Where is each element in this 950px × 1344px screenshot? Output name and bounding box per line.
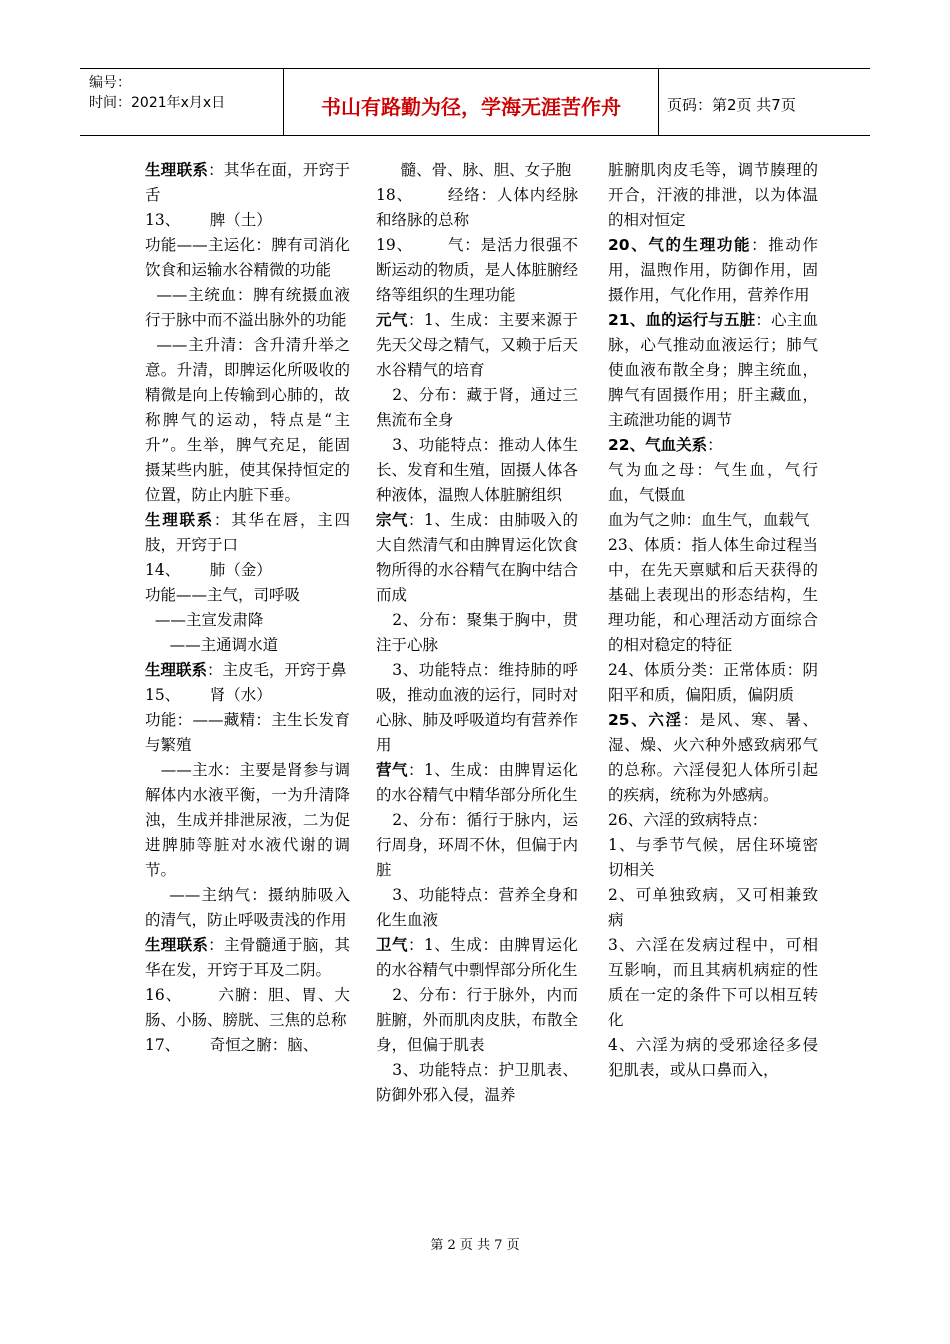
paragraph-text: 3、六淫在发病过程中，可相互影响，而且其病机病症的性质在一定的条件下可以相互转化 bbox=[608, 936, 818, 1029]
paragraph-text: 23、体质：指人体生命过程当中，在先天禀赋和后天获得的基础上表现出的形态结构，生理功能，和心理活动方面综合的相对稳定的特征 bbox=[608, 536, 818, 654]
paragraph-text: ：主皮毛，开窍于鼻 bbox=[207, 661, 347, 679]
paragraph bbox=[608, 508, 818, 533]
paragraph bbox=[376, 183, 578, 233]
paragraph bbox=[376, 308, 578, 383]
bold-term: 宗气 bbox=[376, 511, 409, 529]
paragraph bbox=[376, 608, 578, 658]
paragraph bbox=[608, 233, 818, 308]
bold-term: 21、血的运行与五脏 bbox=[608, 311, 756, 329]
paragraph bbox=[145, 933, 350, 983]
paragraph-text: 1、与季节气候，居住环境密切相关 bbox=[608, 836, 818, 879]
paragraph bbox=[145, 633, 350, 658]
paragraph-text: ：其华在面，开窍于舌 bbox=[145, 161, 350, 204]
paragraph bbox=[145, 508, 350, 558]
paragraph bbox=[145, 1033, 350, 1058]
paragraph-text: 功能：——藏精：主生长发育与繁殖 bbox=[145, 711, 350, 754]
paragraph-text: 功能——主气，司呼吸 bbox=[145, 586, 301, 604]
paragraph bbox=[145, 283, 350, 333]
paragraph bbox=[376, 508, 578, 608]
paragraph bbox=[608, 1033, 818, 1083]
paragraph bbox=[608, 533, 818, 658]
paragraph-text: ——主水：主要是肾参与调解体内水液平衡，一为升清降浊，生成并排泄尿液，二为促进脾肺等脏对水液代谢的调节。 bbox=[145, 761, 350, 879]
paragraph-text: 15、 肾（水） bbox=[145, 686, 272, 704]
paragraph bbox=[145, 883, 350, 933]
page-footer: 第 2 页 共 7 页 bbox=[430, 1238, 520, 1253]
paragraph bbox=[376, 808, 578, 883]
paragraph-text: 18、 经络：人体内经脉和络脉的总称 bbox=[376, 186, 578, 229]
paragraph bbox=[145, 608, 350, 633]
paragraph-text: 3、功能特点：营养全身和化生血液 bbox=[376, 886, 578, 929]
bold-term: 22、气血关系 bbox=[608, 436, 708, 454]
paragraph bbox=[145, 983, 350, 1033]
paragraph bbox=[376, 933, 578, 983]
paragraph-text: ：1、生成：由肺吸入的大自然清气和由脾胃运化饮食物所得的水谷精气在胸中结合而成 bbox=[376, 511, 578, 604]
paragraph bbox=[145, 683, 350, 708]
paragraph bbox=[608, 658, 818, 708]
paragraph-text: 14、 肺（金） bbox=[145, 561, 272, 579]
paragraph bbox=[608, 458, 818, 508]
paragraph-text: ：是风、寒、暑、湿、燥、火六种外感致病邪气的总称。六淫侵犯人体所引起的疾病，统称为外感病。 bbox=[608, 711, 818, 804]
paragraph bbox=[376, 233, 578, 308]
document-date: 时间：2021年x月x日 bbox=[89, 95, 226, 111]
paragraph bbox=[608, 883, 818, 933]
paragraph bbox=[608, 433, 818, 458]
paragraph bbox=[145, 658, 350, 683]
paragraph bbox=[145, 333, 350, 508]
paragraph bbox=[145, 708, 350, 758]
paragraph-text: 功能——主运化：脾有司消化饮食和运输水谷精微的功能 bbox=[145, 236, 350, 279]
paragraph-text: 2、分布：藏于肾，通过三焦流布全身 bbox=[376, 386, 578, 429]
paragraph-text: 16、 六腑：胆、胃、大肠、小肠、膀胱、三焦的总称 bbox=[145, 986, 350, 1029]
paragraph bbox=[145, 583, 350, 608]
paragraph-text: ：主骨髓通于脑，其华在发，开窍于耳及二阴。 bbox=[145, 936, 350, 979]
paragraph-text: ：1、生成：主要来源于先天父母之精气，又赖于后天水谷精气的培育 bbox=[376, 311, 578, 379]
paragraph-text: 17、 奇恒之腑：脑、 bbox=[145, 1036, 319, 1054]
paragraph bbox=[145, 158, 350, 208]
paragraph-text: ：其华在唇，主四肢，开窍于口 bbox=[145, 511, 350, 554]
paragraph-text: 3、功能特点：维持肺的呼吸，推动血液的运行，同时对心脉、肺及呼吸道均有营养作用 bbox=[376, 661, 578, 754]
paragraph-text: ：心主血脉，心气推动血液运行；肺气使血液布散全身；脾主统血，脾气有固摄作用；肝主藏血，主疏泄功能的调节 bbox=[608, 311, 818, 429]
bold-term: 25、六淫 bbox=[608, 711, 683, 729]
paragraph bbox=[376, 158, 578, 183]
paragraph-text: 13、 脾（土） bbox=[145, 211, 272, 229]
paragraph-text: 2、分布：循行于脉内，运行周身，环周不休，但偏于内脏 bbox=[376, 811, 578, 879]
text-column-3 bbox=[608, 158, 818, 1083]
paragraph-text: ——主升清：含升清升举之意。升清，即脾运化所吸收的精微是向上传输到心肺的，故称脾气的运动，特点是“主升”。生举，脾气充足，能固摄某些内脏，使其保持恒定的位置，防止内脏下垂。 bbox=[145, 336, 350, 504]
paragraph-text: 血为气之帅：血生气，血载气 bbox=[608, 511, 810, 529]
paragraph-text: 3、功能特点：护卫肌表、防御外邪入侵，温养 bbox=[376, 1061, 578, 1104]
paragraph bbox=[608, 808, 818, 833]
paragraph bbox=[608, 933, 818, 1033]
bold-term: 生理联系 bbox=[145, 511, 214, 529]
bold-term: 生理联系 bbox=[145, 936, 209, 954]
paragraph-text: 2、可单独致病，又可相兼致病 bbox=[608, 886, 818, 929]
text-column-1 bbox=[145, 158, 350, 1058]
paragraph bbox=[145, 233, 350, 283]
paragraph bbox=[376, 983, 578, 1058]
paragraph bbox=[376, 1058, 578, 1108]
bold-term: 元气 bbox=[376, 311, 409, 329]
paragraph-text: ——主统血：脾有统摄血液行于脉中而不溢出脉外的功能 bbox=[145, 286, 350, 329]
paragraph-text: 4、六淫为病的受邪途径多侵犯肌表，或从口鼻而入， bbox=[608, 1036, 818, 1079]
bold-term: 生理联系 bbox=[145, 161, 209, 179]
paragraph-text: 24、体质分类：正常体质：阴阳平和质，偏阳质，偏阴质 bbox=[608, 661, 818, 704]
page-header bbox=[80, 68, 870, 136]
paragraph bbox=[376, 758, 578, 808]
paragraph-text: ——主通调水道 bbox=[145, 636, 279, 654]
paragraph bbox=[145, 558, 350, 583]
paragraph-text: 26、六淫的致病特点： bbox=[608, 811, 768, 829]
header-meta bbox=[80, 69, 284, 135]
bold-term: 营气 bbox=[376, 761, 409, 779]
header-page-info: 页码：第2页 共7页 bbox=[667, 95, 796, 114]
paragraph-text: ：1、生成：由脾胃运化的水谷精气中精华部分所化生 bbox=[376, 761, 578, 804]
paragraph-text: 脏腑肌肉皮毛等，调节腠理的开合，汗液的排泄，以为体温的相对恒定 bbox=[608, 161, 818, 229]
paragraph bbox=[145, 758, 350, 883]
paragraph-text: ：推动作用，温煦作用，防御作用，固摄作用，气化作用，营养作用 bbox=[608, 236, 818, 304]
paragraph-text: 2、分布：行于脉外，内而脏腑，外而肌肉皮肤，布散全身，但偏于肌表 bbox=[376, 986, 578, 1054]
paragraph-text: ——主纳气：摄纳肺吸入的清气，防止呼吸责浅的作用 bbox=[145, 886, 350, 929]
text-column-2 bbox=[376, 158, 578, 1108]
bold-term: 20、气的生理功能 bbox=[608, 236, 752, 254]
paragraph bbox=[145, 208, 350, 233]
paragraph-text: 2、分布：聚集于胸中，贯注于心脉 bbox=[376, 611, 578, 654]
paragraph-text: 髓、骨、脉、胆、女子胞 bbox=[376, 161, 572, 179]
bold-term: 卫气 bbox=[376, 936, 409, 954]
paragraph-text: ——主宣发肃降 bbox=[145, 611, 264, 629]
paragraph bbox=[376, 883, 578, 933]
paragraph bbox=[608, 308, 818, 433]
paragraph bbox=[376, 658, 578, 758]
paragraph-text: 3、功能特点：推动人体生长、发育和生殖，固摄人体各种液体，温煦人体脏腑组织 bbox=[376, 436, 578, 504]
paragraph bbox=[376, 383, 578, 433]
paragraph bbox=[376, 433, 578, 508]
paragraph bbox=[608, 708, 818, 808]
paragraph bbox=[608, 158, 818, 233]
paragraph-text: ： bbox=[707, 436, 723, 454]
paragraph-text: ：1、生成：由脾胃运化的水谷精气中剽悍部分所化生 bbox=[376, 936, 578, 979]
header-motto: 书山有路勤为径，学海无涯苦作舟 bbox=[284, 69, 659, 135]
paragraph bbox=[608, 833, 818, 883]
bold-term: 生理联系 bbox=[145, 661, 208, 679]
paragraph-text: 19、 气：是活力很强不断运动的物质，是人体脏腑经络等组织的生理功能 bbox=[376, 236, 578, 304]
document-number-label: 编号： bbox=[89, 75, 131, 91]
paragraph-text: 气为血之母：气生血，气行血，气慑血 bbox=[608, 461, 818, 504]
